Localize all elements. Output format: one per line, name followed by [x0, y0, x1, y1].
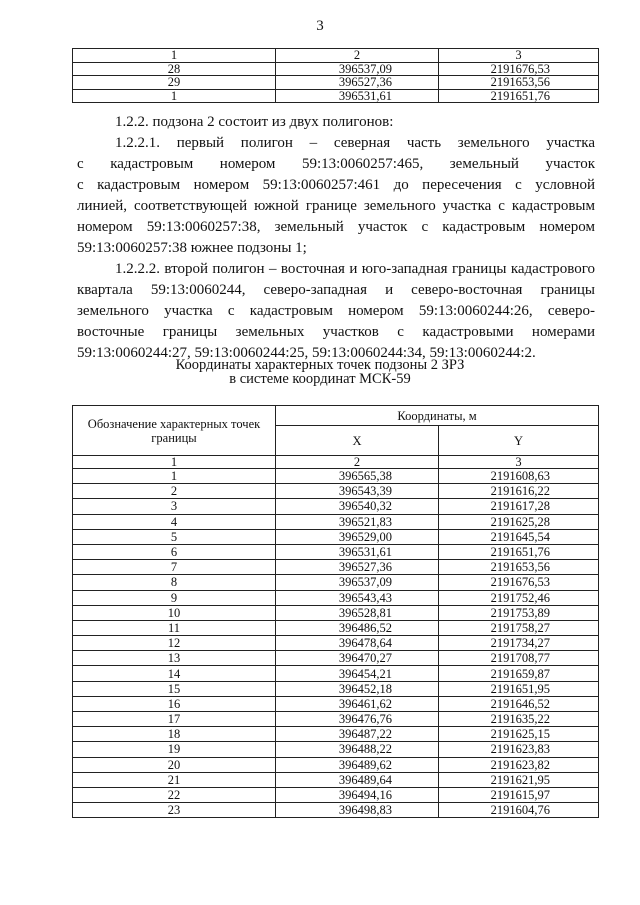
table-row — [73, 529, 599, 544]
table-row — [73, 803, 599, 818]
x-value: 396531,61 — [276, 89, 439, 103]
y-value: 2191646,52 — [439, 696, 599, 711]
table-row — [73, 499, 599, 514]
table-row — [73, 590, 599, 605]
top-coordinates-table — [72, 48, 599, 103]
x-value: 396470,27 — [276, 651, 439, 666]
y-value: 2191608,63 — [439, 469, 599, 484]
point-id: 6 — [73, 544, 276, 559]
y-value: 2191752,46 — [439, 590, 599, 605]
table-row — [73, 514, 599, 529]
point-id: 1 — [73, 89, 276, 103]
table-row — [73, 787, 599, 802]
table-row — [73, 772, 599, 787]
x-value: 396498,83 — [276, 803, 439, 818]
table-row — [73, 560, 599, 575]
point-id: 21 — [73, 772, 276, 787]
point-id: 8 — [73, 575, 276, 590]
y-value: 2191653,56 — [439, 560, 599, 575]
paragraph-polygon-2 — [77, 259, 595, 364]
coordinates-header: Координаты, м — [276, 406, 599, 426]
point-id: 1 — [73, 469, 276, 484]
y-value: 2191645,54 — [439, 529, 599, 544]
table-row — [73, 575, 599, 590]
y-value: 2191651,76 — [439, 89, 599, 103]
y-value: 2191616,22 — [439, 484, 599, 499]
point-id: 22 — [73, 787, 276, 802]
text-line: восточные границы земельных участков с кадастровыми номерами — [77, 324, 595, 340]
y-header: Y — [439, 426, 599, 456]
table-row — [73, 727, 599, 742]
y-value: 2191635,22 — [439, 712, 599, 727]
table-row — [73, 636, 599, 651]
table-row — [73, 696, 599, 711]
point-id: 16 — [73, 696, 276, 711]
table-header-row — [73, 49, 599, 63]
column-number: 1 — [73, 49, 276, 63]
y-value: 2191676,53 — [439, 62, 599, 76]
x-value: 396565,38 — [276, 469, 439, 484]
paragraph-polygon-1 — [77, 133, 595, 259]
point-id: 17 — [73, 712, 276, 727]
point-id: 7 — [73, 560, 276, 575]
text-line: линией, соответствующей южной границе земельного участка с кадастровым — [77, 198, 595, 214]
y-value: 2191676,53 — [439, 575, 599, 590]
x-value: 396543,43 — [276, 590, 439, 605]
x-value: 396494,16 — [276, 787, 439, 802]
text-line: земельного участка с кадастровым номером 59:13:0060244:26, северо- — [77, 303, 595, 319]
y-value: 2191623,83 — [439, 742, 599, 757]
table-title — [0, 358, 640, 386]
point-id: 15 — [73, 681, 276, 696]
x-value: 396478,64 — [276, 636, 439, 651]
y-value: 2191708,77 — [439, 651, 599, 666]
column-numbers-row — [73, 456, 599, 469]
table-row — [73, 742, 599, 757]
text-line: квартала 59:13:0060244, северо-западная и северо-восточная границы — [77, 282, 595, 298]
x-value: 396476,76 — [276, 712, 439, 727]
x-value: 396527,36 — [276, 560, 439, 575]
point-id: 20 — [73, 757, 276, 772]
point-id: 28 — [73, 62, 276, 76]
y-value: 2191758,27 — [439, 620, 599, 635]
text-line: 59:13:0060244:27, 59:13:0060244:25, 59:13:0060244:34, 59:13:0060244:2. — [77, 345, 536, 361]
x-value: 396537,09 — [276, 575, 439, 590]
table-row — [73, 651, 599, 666]
text-line: с кадастровым номером 59:13:0060257:461 до пересечения с условной — [77, 177, 595, 193]
text-line: с кадастровым номером 59:13:0060257:465, земельный участок — [77, 156, 595, 172]
x-value: 396454,21 — [276, 666, 439, 681]
body-text — [77, 112, 595, 364]
x-value: 396489,64 — [276, 772, 439, 787]
table-row — [73, 712, 599, 727]
x-value: 396461,62 — [276, 696, 439, 711]
point-id: 9 — [73, 590, 276, 605]
y-value: 2191651,76 — [439, 544, 599, 559]
point-designation-header: Обозначение характерных точек границы — [73, 406, 276, 456]
point-id: 14 — [73, 666, 276, 681]
y-value: 2191659,87 — [439, 666, 599, 681]
x-value: 396527,36 — [276, 76, 439, 90]
x-value: 396489,62 — [276, 757, 439, 772]
point-id: 18 — [73, 727, 276, 742]
table-row — [73, 666, 599, 681]
point-id: 12 — [73, 636, 276, 651]
table-row — [73, 620, 599, 635]
y-value: 2191617,28 — [439, 499, 599, 514]
text-line: 1.2.2.1. первый полигон – северная часть земельного участка — [115, 135, 595, 151]
column-number: 1 — [73, 456, 276, 469]
text-line: 59:13:0060257:38 южнее подзоны 1; — [77, 240, 307, 256]
point-id: 2 — [73, 484, 276, 499]
y-value: 2191625,15 — [439, 727, 599, 742]
paragraph-subzone-2: 1.2.2. подзона 2 состоит из двух полигонов: — [115, 114, 394, 130]
column-number: 2 — [276, 456, 439, 469]
x-value: 396537,09 — [276, 62, 439, 76]
y-value: 2191623,82 — [439, 757, 599, 772]
table-title-line: в системе координат МСК-59 — [229, 371, 411, 387]
coordinates-table — [72, 405, 599, 818]
y-value: 2191625,28 — [439, 514, 599, 529]
x-value: 396528,81 — [276, 605, 439, 620]
table-row — [73, 681, 599, 696]
table-row — [73, 757, 599, 772]
point-id: 29 — [73, 76, 276, 90]
x-value: 396543,39 — [276, 484, 439, 499]
point-id: 5 — [73, 529, 276, 544]
y-value: 2191734,27 — [439, 636, 599, 651]
column-number: 3 — [439, 456, 599, 469]
point-id: 13 — [73, 651, 276, 666]
x-value: 396529,00 — [276, 529, 439, 544]
y-value: 2191604,76 — [439, 803, 599, 818]
table-row — [73, 484, 599, 499]
x-value: 396540,32 — [276, 499, 439, 514]
x-value: 396521,83 — [276, 514, 439, 529]
x-header: X — [276, 426, 439, 456]
point-id: 10 — [73, 605, 276, 620]
column-number: 2 — [276, 49, 439, 63]
page-number: 3 — [316, 18, 324, 34]
table-row — [73, 605, 599, 620]
table-row — [73, 544, 599, 559]
x-value: 396452,18 — [276, 681, 439, 696]
table-row — [73, 76, 599, 90]
point-id: 23 — [73, 803, 276, 818]
table-row — [73, 469, 599, 484]
x-value: 396531,61 — [276, 544, 439, 559]
point-id: 19 — [73, 742, 276, 757]
y-value: 2191621,95 — [439, 772, 599, 787]
x-value: 396488,22 — [276, 742, 439, 757]
x-value: 396487,22 — [276, 727, 439, 742]
x-value: 396486,52 — [276, 620, 439, 635]
y-value: 2191651,95 — [439, 681, 599, 696]
point-id: 11 — [73, 620, 276, 635]
y-value: 2191753,89 — [439, 605, 599, 620]
y-value: 2191653,56 — [439, 76, 599, 90]
point-id: 4 — [73, 514, 276, 529]
text-line: 1.2.2.2. второй полигон – восточная и юго-западная границы кадастрового — [115, 261, 595, 277]
text-line: номером 59:13:0060257:38, земельный участок с кадастровым номером — [77, 219, 595, 235]
table-title-line: Координаты характерных точек подзоны 2 ЗРЗ — [175, 357, 465, 373]
table-row — [73, 89, 599, 103]
table-row — [73, 62, 599, 76]
y-value: 2191615,97 — [439, 787, 599, 802]
column-number: 3 — [439, 49, 599, 63]
point-id: 3 — [73, 499, 276, 514]
